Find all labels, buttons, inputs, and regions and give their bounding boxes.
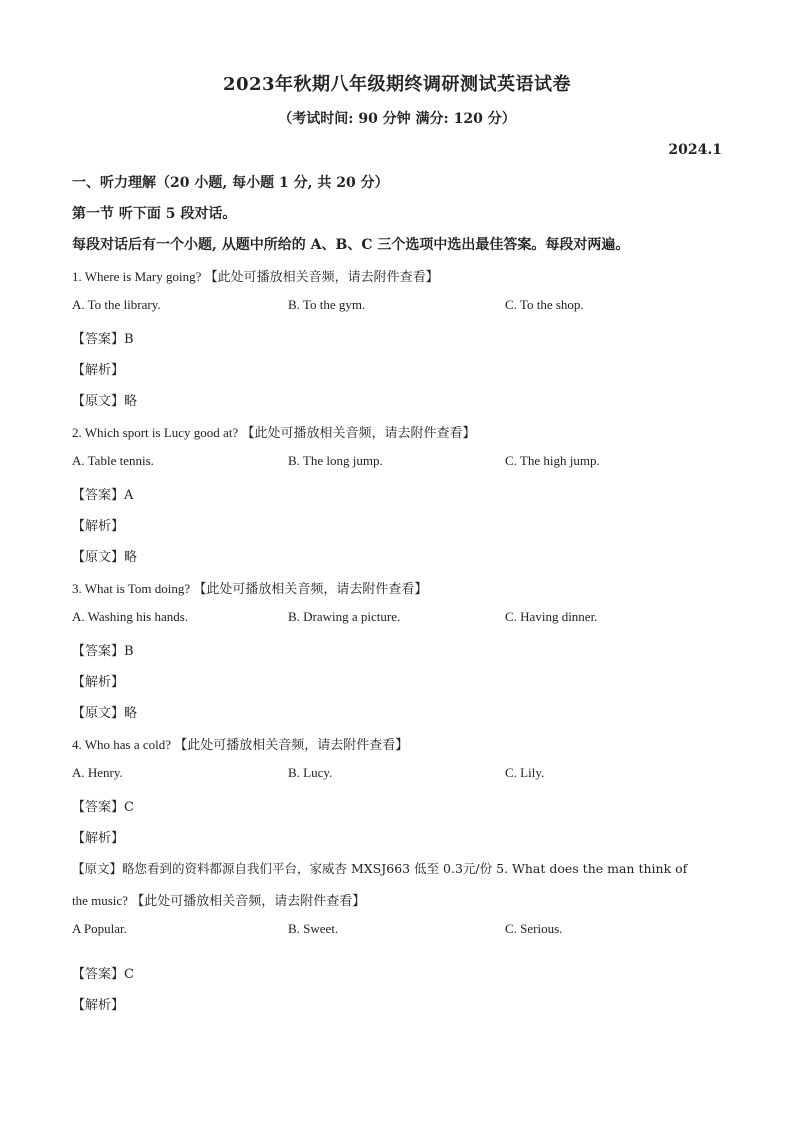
question-3-option-c: C. Having dinner. xyxy=(505,609,598,624)
question-4-original: 【原文】略您看到的资料都源自我们平台，家威杏 MXSJ663 低至 0.3元/份 5. What does the man think of xyxy=(72,861,688,876)
question-1-analysis: 【解析】 xyxy=(72,363,125,378)
question-1-option-c: C. To the shop. xyxy=(505,297,584,312)
question-4-answer: 【答案】C xyxy=(72,800,134,815)
question-3-analysis: 【解析】 xyxy=(72,675,125,690)
question-3-answer: 【答案】B xyxy=(72,644,134,659)
question-3-option-b: B. Drawing a picture. xyxy=(288,609,401,624)
question-5-answer: 【答案】C xyxy=(72,967,134,982)
question-4-option-b: B. Lucy. xyxy=(288,765,333,780)
question-2-analysis: 【解析】 xyxy=(72,519,125,534)
question-5-option-a: A Popular. xyxy=(72,921,127,936)
question-2: 2. Which sport is Lucy good at? 【此处可播放相关音频，请去附件查看】 xyxy=(72,425,476,440)
question-5-analysis: 【解析】 xyxy=(72,998,125,1013)
question-2-answer: 【答案】A xyxy=(72,488,134,503)
question-2-original: 【原文】略 xyxy=(72,550,138,565)
question-5-option-b: B. Sweet. xyxy=(288,921,339,936)
question-5-option-c: C. Serious. xyxy=(505,921,563,936)
exam-date: 2024.1 xyxy=(668,142,722,158)
question-4-option-c: C. Lily. xyxy=(505,765,545,780)
question-1-option-a: A. To the library. xyxy=(72,297,161,312)
question-1-original: 【原文】略 xyxy=(72,394,138,409)
question-2-option-a: A. Table tennis. xyxy=(72,453,154,468)
question-4-analysis: 【解析】 xyxy=(72,831,125,846)
question-2-option-c: C. The high jump. xyxy=(505,453,600,468)
question-4-option-a: A. Henry. xyxy=(72,765,123,780)
question-2-option-b: B. The long jump. xyxy=(288,453,383,468)
question-1: 1. Where is Mary going? 【此处可播放相关音频，请去附件查看】 xyxy=(72,269,439,284)
exam-subtitle: （考试时间: 90 分钟 满分: 120 分） xyxy=(278,111,516,127)
section-heading: 一、听力理解（20 小题, 每小题 1 分, 共 20 分） xyxy=(72,175,389,191)
exam-title: 2023年秋期八年级期终调研测试英语试卷 xyxy=(222,74,572,95)
question-3: 3. What is Tom doing? 【此处可播放相关音频，请去附件查看】 xyxy=(72,581,428,596)
question-4: 4. Who has a cold? 【此处可播放相关音频，请去附件查看】 xyxy=(72,737,409,752)
question-5: the music? 【此处可播放相关音频，请去附件查看】 xyxy=(72,893,366,908)
question-3-option-a: A. Washing his hands. xyxy=(72,609,189,624)
question-1-answer: 【答案】B xyxy=(72,332,134,347)
instruction-text: 每段对话后有一个小题, 从题中所给的 A、B、C 三个选项中选出最佳答案。每段对两遍。 xyxy=(72,237,630,253)
question-1-option-b: B. To the gym. xyxy=(288,297,366,312)
question-3-original: 【原文】略 xyxy=(72,706,138,721)
part-heading: 第一节 听下面 5 段对话。 xyxy=(72,206,237,222)
